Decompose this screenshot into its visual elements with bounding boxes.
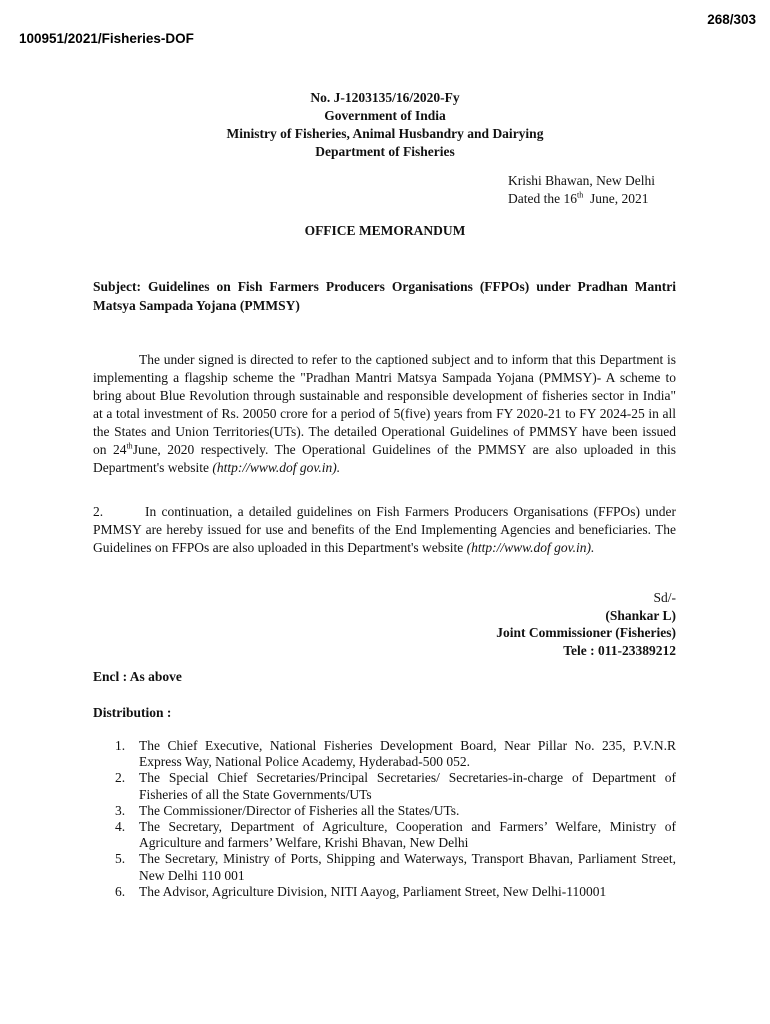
- list-item: 5. The Secretary, Ministry of Ports, Shipping and Waterways, Transport Bhavan, Parliament Street, New Delhi 110 001: [115, 851, 676, 883]
- government-line: Government of India: [324, 108, 446, 123]
- list-item: 3. The Commissioner/Director of Fisheries all the States/UTs.: [115, 802, 460, 818]
- signatory-phone: Tele : 011-23389212: [563, 642, 676, 658]
- paragraph-2: 2. In continuation, a detailed guidelines on Fish Farmers Producers Organisations (FFPOs) under PMMSY are hereby issued for use and benefits of the End Implementing Agencies and beneficiaries. The Guidelines on FFPOs are also uploaded in this Department's website (http://www.dof gov.in).: [93, 504, 676, 555]
- distribution-list: [115, 738, 676, 900]
- department-line: Department of Fisheries: [315, 144, 455, 159]
- sd-mark: Sd/-: [653, 590, 676, 605]
- place-date: [508, 172, 655, 208]
- list-item: 2. The Special Chief Secretaries/Principal Secretaries/ Secretaries-in-charge of Department of Fisheries of all the State Governments/UTs: [115, 770, 676, 802]
- place: Krishi Bhawan, New Delhi: [508, 173, 655, 188]
- website-link[interactable]: (http://www.dof gov.in).: [466, 540, 595, 555]
- signatory-name: (Shankar L): [605, 607, 676, 623]
- list-item: 1. The Chief Executive, National Fisheries Development Board, Near Pillar No. 235, P.V.N.R Express Way, National Police Academy, Hyderabad-500 052.: [115, 738, 676, 770]
- signature-block: [496, 589, 676, 659]
- file-reference: 100951/2021/Fisheries-DOF: [19, 31, 194, 46]
- ministry-line: Ministry of Fisheries, Animal Husbandry and Dairying: [226, 126, 544, 141]
- date: Dated the 16th June, 2021: [508, 190, 649, 206]
- memo-number: No. J-1203135/16/2020-Fy: [310, 90, 460, 105]
- paragraph-1: The under signed is directed to refer to the captioned subject and to inform that this Department is implementing a flagship scheme the "Pradhan Mantri Matsya Sampada Yojana (PMMSY)- A scheme to bring about Blue Revolution through sustainable and responsible development of fisheries sector in India" at a total investment of Rs. 20050 crore for a period of 5(five) years from FY 2020-21 to FY 2024-25 in all the States and Union Territories(UTs). The detailed Operational Guidelines of PMMSY have been issued on 24thJune, 2020 respectively. The Operational Guidelines of the PMMSY are also uploaded in this Department's website (http://www.dof gov.in).: [93, 352, 676, 475]
- website-link[interactable]: (http://www.dof gov.in).: [212, 460, 341, 475]
- signatory-designation: Joint Commissioner (Fisheries): [496, 625, 676, 640]
- page-number: 268/303: [707, 12, 756, 27]
- memo-title: OFFICE MEMORANDUM: [304, 223, 466, 238]
- subject: Subject: Guidelines on Fish Farmers Producers Organisations (FFPOs) under Pradhan Mantri Matsya Sampada Yojana (PMMSY): [93, 279, 676, 313]
- list-item: 4. The Secretary, Department of Agriculture, Cooperation and Farmers’ Welfare, Ministry of Agriculture and farmers’ Welfare, Krishi Bhavan, New Delhi: [115, 819, 676, 851]
- distribution-title: Distribution :: [93, 705, 172, 720]
- list-item: 6. The Advisor, Agriculture Division, NITI Aayog, Parliament Street, New Delhi-110001: [115, 883, 607, 899]
- enclosure-note: Encl : As above: [93, 669, 182, 684]
- letterhead: [0, 89, 770, 161]
- paragraph-number: 2.: [93, 504, 104, 519]
